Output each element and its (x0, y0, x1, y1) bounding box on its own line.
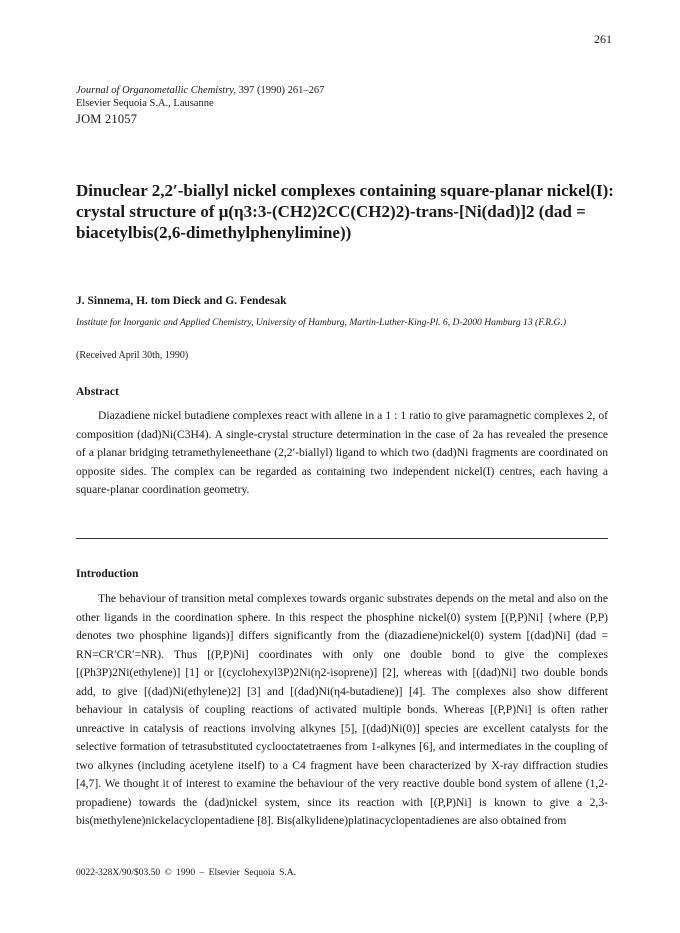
jom-number: JOM 21057 (76, 112, 138, 126)
introduction-heading: Introduction (76, 568, 139, 580)
copyright-footer: 0022-328X/90/$03.50 © 1990 – Elsevier Sequoia S.A. (76, 868, 297, 878)
page-number: 261 (594, 32, 612, 46)
abstract-heading: Abstract (76, 386, 119, 398)
authors: J. Sinnema, H. tom Dieck and G. Fendesak (76, 295, 287, 307)
journal-header (76, 85, 616, 126)
introduction-text: The behaviour of transition metal complexes towards organic substrates depends on the metal and also on the other ligands in the coordination sphere. In this respect the phosphine nickel(0) system [(P,P)Ni] {where (P,P) denotes two phosphine ligands)] differs significantly from the (diazadiene)nickel(0) system [(dad)Ni] (dad = RN=CR′CR′=NR). Thus [(P,P)Ni] coordinates with only one double bond to give the complexes [(Ph3P)2Ni(ethylene)] [1] or [(cyclohexyl3P)2Ni(η2-isoprene)] [2], whereas with [(dad)Ni] two double bonds add, to give [(dad)Ni(ethylene)2] [3] and [(dad)Ni(η4-butadiene)] [4]. The complexes also show different behaviour in catalysis of coupling reactions of activated multiple bonds. Whereas [(P,P)Ni] is often rather unreactive in catalysis of reactions involving alkynes [5], [(dad)Ni(0)] species are excellent catalysts for the selective formation of tetrasubstituted cyclooctatetraenes from 1-alkynes [6], and intermediates in the coupling of two alkynes (including acetylene itself) to a C4 fragment have been characterized by X-ray diffraction studies [4,7]. We thought it of interest to examine the behaviour of the very reactive double bond system of allene (1,2-propadiene) towards the (dad)nickel system, since its reaction with [(P,P)Ni] is known to give a 2,3-bis(methylene)nickelacyclopentadiene [8]. Bis(alkylidene)platinacyclopentadienes are also obtained from (76, 592, 608, 827)
article-title: Dinuclear 2,2′-biallyl nickel complexes containing square-planar nickel(I): crystal structure of μ(η3:3-(CH2)2CC(CH2)2)-trans-[Ni(dad)]2 (dad = biacetylbis(2,6-dimethylphenylimine)) (76, 181, 614, 242)
received-date: (Received April 30th, 1990) (76, 350, 189, 361)
journal-volume-pages: 397 (1990) 261–267 (236, 85, 325, 96)
publisher: Elsevier Sequoia S.A., Lausanne (76, 97, 214, 109)
section-divider (76, 538, 608, 539)
journal-citation (76, 85, 616, 98)
affiliation: Institute for Inorganic and Applied Chemistry, University of Hamburg, Martin-Luther-King-Pl. 6, D-2000 Hamburg 13 (F.R.G.) (76, 317, 567, 328)
abstract-text: Diazadiene nickel butadiene complexes react with allene in a 1 : 1 ratio to give paramagnetic complexes 2, of composition (dad)Ni(C3H4). A single-crystal structure determination in the case of 2a has revealed the presence of a planar bridging tetramethyleneethane (2,2′-biallyl) ligand to which two (dad)Ni fragments are coordinated on opposite sides. The complex can be regarded as containing two independent nickel(I) centres, each having a square-planar coordination geometry. (76, 409, 608, 496)
journal-name: Journal of Organometallic Chemistry, (76, 85, 237, 96)
